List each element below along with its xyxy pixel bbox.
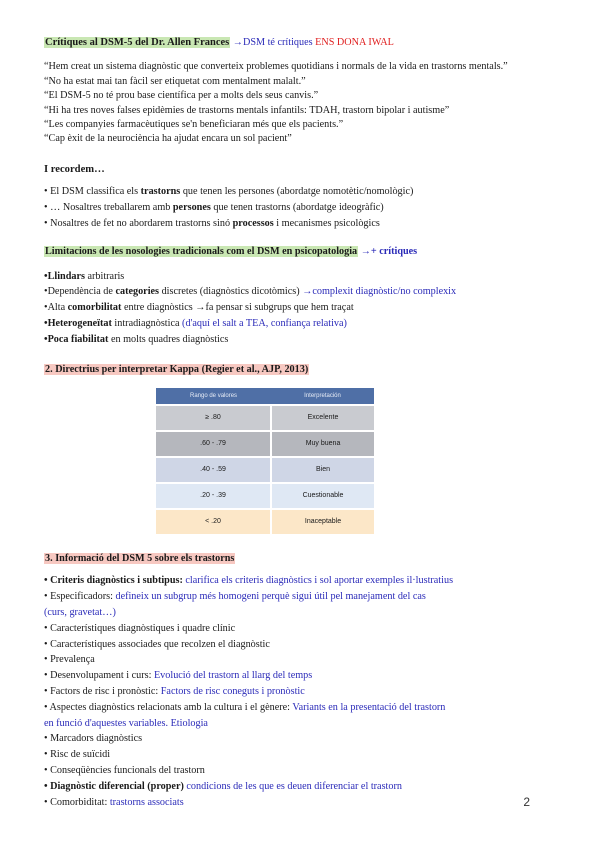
informacio-list	[44, 574, 564, 810]
table-row	[156, 431, 374, 457]
table-cell: < .20	[156, 509, 271, 534]
list-item: • Risc de suïcidi	[44, 749, 111, 761]
list-item: • Característiques diagnòstiques i quadre clínic	[44, 622, 236, 634]
table-header-row	[156, 388, 374, 405]
table-cell: Excelente	[271, 405, 374, 431]
quote: “No ha estat mai tan fàcil ser etiquetat com mentalment malalt.”	[44, 75, 306, 87]
table-row	[156, 483, 374, 509]
section1-title: Crítiques al DSM-5 del Dr. Allen Frances	[45, 37, 230, 48]
informacio-title: 3. Informació del DSM 5 sobre els trastorns	[45, 553, 235, 565]
list-item: • Conseqüències funcionals del trastorn	[44, 765, 205, 777]
list-item: • Diagnòstic diferencial (proper) condicions de les que es deuen diferenciar el trastorn	[44, 780, 402, 792]
table-row	[156, 509, 374, 534]
limitacions-heading	[44, 245, 564, 259]
list-item: • Criteris diagnòstics i subtipus: clarifica els criteris diagnòstics i sol aportar exemples il·lustratius	[44, 575, 454, 587]
list-item: • Aspectes diagnòstics relacionats amb la cultura i el gènere: Variants en la presentació del trastorn	[44, 701, 446, 713]
page-number: 2	[523, 795, 530, 809]
informacio-heading	[44, 552, 564, 566]
table-row	[156, 405, 374, 431]
directrius-heading	[44, 363, 564, 377]
document-page	[44, 36, 564, 811]
list-item: • Comorbiditat: trastorns associats	[44, 796, 184, 808]
quote: “El DSM-5 no té prou base científica per a molts dels seus canvis.”	[44, 90, 319, 102]
quote: “Hi ha tres noves falses epidèmies de trastorns mentals infantils: TDAH, trastorn bipolar i autisme”	[44, 104, 450, 116]
quote: “Cap èxit de la neurociència ha ajudat encara un sol pacient”	[44, 133, 292, 145]
list-item: • … Nosaltres treballarem amb persones que tenen trastorns (abordatge ideogràfic)	[44, 202, 384, 214]
list-item: • El DSM classifica els trastorns que tenen les persones (abordatge nomotètic/nomològic)	[44, 186, 414, 198]
limitacions-arrow-note: →+ crítiques	[360, 246, 418, 258]
list-item: (curs, gravetat…)	[44, 607, 116, 619]
quote: “Hem creat un sistema diagnòstic que converteix problemes quotidians i normals de la vida en trastorns mentals.”	[44, 61, 508, 73]
limitacions-list	[44, 270, 564, 348]
table-cell: Muy buena	[271, 431, 374, 457]
list-item: • Desenvolupament i curs: Evolució del trastorn al llarg del temps	[44, 670, 313, 682]
table-row	[156, 457, 374, 483]
list-item: en funció d'aquestes variables. Etiologia	[44, 717, 208, 729]
limitacions-title: Limitacions de les nosologies tradicionals com el DSM en psicopatologia	[45, 246, 358, 258]
table-cell: .60 - .79	[156, 431, 271, 457]
list-item: • Marcadors diagnòstics	[44, 733, 143, 745]
list-item: • Nosaltres de fet no abordarem trastorns sinó processos i mecanismes psicològics	[44, 217, 380, 229]
quotes-list	[44, 60, 564, 146]
section1-red-note: ENS DONA IWAL	[315, 37, 394, 48]
table-cell: .40 - .59	[156, 457, 271, 483]
quote: “Les companyies farmacèutiques se'n beneficiaran més que els pacients.”	[44, 119, 344, 131]
kappa-table	[156, 388, 374, 534]
list-item: •Llindars arbitraris	[44, 270, 125, 282]
list-item: • Prevalença	[44, 654, 95, 666]
table-header: Rango de valores	[156, 388, 271, 405]
list-item: • Especificadors: defineix un subgrup més homogeni perquè sigui útil pel manejament del cas	[44, 591, 426, 603]
recordem-list	[44, 185, 564, 231]
directrius-title: 2. Directrius per interpretar Kappa (Regier et al., AJP, 2013)	[45, 364, 309, 376]
table-header: Interpretación	[271, 388, 374, 405]
list-item: •Poca fiabilitat en molts quadres diagnòstics	[44, 333, 229, 345]
table-cell: ≥ .80	[156, 405, 271, 431]
table-cell: .20 - .39	[156, 483, 271, 509]
table-cell: Inaceptable	[271, 509, 374, 534]
table-cell: Bien	[271, 457, 374, 483]
list-item: •Dependència de categories discretes (diagnòstics dicotòmics) →complexit diagnòstic/no complexix	[44, 286, 457, 298]
list-item: • Factors de risc i pronòstic: Factors de risc coneguts i pronòstic	[44, 686, 305, 698]
list-item: •Alta comorbilitat entre diagnòstics →fa pensar si subgrups que hem traçat	[44, 302, 354, 314]
list-item: •Heterogeneïtat intradiagnòstica (d'aquí el salt a TEA, confiança relativa)	[44, 318, 347, 330]
list-item: • Característiques associades que recolzen el diagnòstic	[44, 638, 270, 650]
section1-arrow-note: →DSM té crítiques	[232, 37, 313, 48]
section1-heading	[44, 36, 564, 50]
table-cell: Cuestionable	[271, 483, 374, 509]
recordem-title: I recordem…	[44, 163, 105, 175]
